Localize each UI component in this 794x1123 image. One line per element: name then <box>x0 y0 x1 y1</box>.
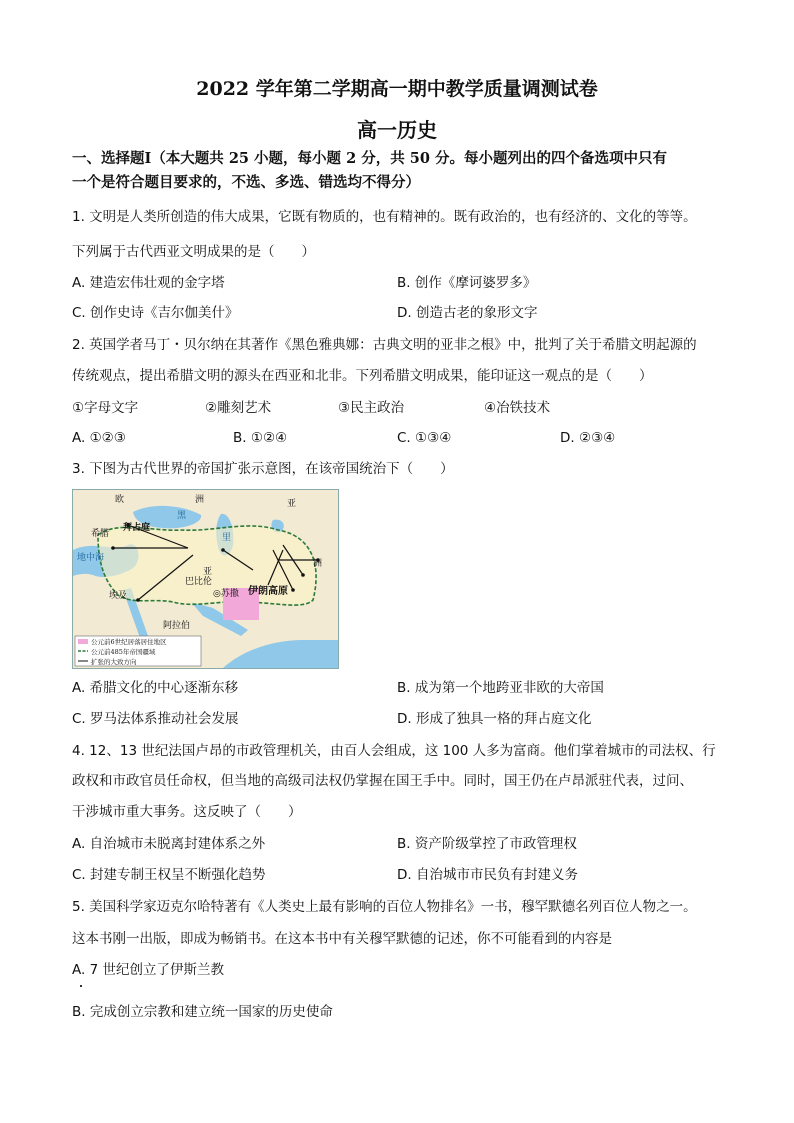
q1-option-d: D. 创造古老的象形文字 <box>397 305 538 321</box>
q4-option-c: C. 封建专制王权呈不断强化趋势 <box>72 867 266 883</box>
section-heading-line1: 一、选择题Ⅰ（本大题共 25 小题，每小题 2 分，共 50 分。每小题列出的四个备选项中只有 <box>72 150 668 167</box>
q2-stem-line2: 传统观点，提出希腊文明的源头在西亚和北非。下列希腊文明成果，能印证这一观点的是（ ） <box>72 368 653 384</box>
subject-title: 高一历史 <box>357 118 437 142</box>
q1-option-a: A. 建造宏伟壮观的金字塔 <box>72 275 225 291</box>
q4-stem-line3: 干涉城市重大事务。这反映了（ ） <box>72 804 302 820</box>
q2-stem-line1: 2. 英国学者马丁・贝尔纳在其著作《黑色雅典娜：古典文明的亚非之根》中，批判了关于希腊文明起源的 <box>72 337 697 353</box>
map-label-black-sea: 黑 <box>177 511 187 521</box>
q5-option-a: A. 7 世纪创立了伊斯兰教 <box>72 962 224 978</box>
map-label-sea: 地中海 <box>77 553 105 563</box>
q3-option-a: A. 希腊文化的中心逐渐东移 <box>72 680 239 696</box>
q4-option-a: A. 自治城市未脱离封建体系之外 <box>72 836 266 852</box>
q4-option-b: B. 资产阶级掌控了市政管理权 <box>397 836 577 852</box>
q3-option-d: D. 形成了独具一格的拜占庭文化 <box>397 711 592 727</box>
exam-title: 2022 学年第二学期高一期中教学质量调测试卷 <box>196 78 598 100</box>
map-label-byzantium: 拜占庭 <box>123 523 151 533</box>
map-label-arabia: 阿拉伯 <box>163 621 191 631</box>
q2-item-1: ①字母文字 <box>72 400 139 416</box>
stray-mark <box>80 985 82 987</box>
q2-item-2: ②雕刻艺术 <box>205 400 272 416</box>
map-legend-2: 公元前485年帝国疆域 <box>91 648 156 656</box>
q3-option-c: C. 罗马法体系推动社会发展 <box>72 711 239 727</box>
map-label-europe2: 洲 <box>195 495 205 505</box>
q1-stem-line2: 下列属于古代西亚文明成果的是（ ） <box>72 244 315 260</box>
q4-stem-line2: 政权和市政官员任命权，但当地的高级司法权仍掌握在国王手中。同时，国王仍在卢昂派驻代表，过问、 <box>72 773 693 789</box>
q2-option-d: D. ②③④ <box>560 430 616 446</box>
map-label-egypt: 埃及 <box>109 591 128 601</box>
map-label-greece: 希腊 <box>91 529 110 539</box>
q3-option-b: B. 成为第一个地跨亚非欧的大帝国 <box>397 680 604 696</box>
map-label-assyria: 亚 <box>203 567 213 577</box>
map-label-susa: ◎苏撒 <box>213 589 239 599</box>
q2-option-c: C. ①③④ <box>397 430 452 446</box>
q4-option-d: D. 自治城市市民负有封建义务 <box>397 867 578 883</box>
q1-option-b: B. 创作《摩诃婆罗多》 <box>397 275 537 291</box>
section-heading-line2: 一个是符合题目要求的，不选、多选、错选均不得分） <box>72 174 420 191</box>
map-label-iran: 伊朗高原 <box>248 586 288 597</box>
map-label-babylon: 巴比伦 <box>185 577 213 587</box>
q2-item-4: ④冶铁技术 <box>484 400 551 416</box>
q5-option-b: B. 完成创立宗教和建立统一国家的历史使命 <box>72 1004 333 1020</box>
empire-expansion-map <box>72 489 339 669</box>
q1-stem-line1: 1. 文明是人类所创造的伟大成果，它既有物质的，也有精神的。既有政治的，也有经济的、文化的等等。 <box>72 209 697 225</box>
map-label-caspian: 里 <box>222 533 232 543</box>
q2-item-3: ③民主政治 <box>338 400 405 416</box>
map-legend-3: 扩张的大致方向 <box>91 658 137 666</box>
map-label-asia: 亚 <box>287 499 297 509</box>
q5-stem-line2: 这本书刚一出版，即成为畅销书。在这本书中有关穆罕默德的记述，你不可能看到的内容是 <box>72 931 612 947</box>
q1-option-c: C. 创作史诗《吉尔伽美什》 <box>72 305 239 321</box>
q3-stem: 3. 下图为古代世界的帝国扩张示意图，在该帝国统治下（ ） <box>72 461 454 477</box>
map-label-europe1: 欧 <box>115 495 125 505</box>
q5-stem-line1: 5. 美国科学家迈克尔哈特著有《人类史上最有影响的百位人物排名》一书，穆罕默德名列百位人物之一。 <box>72 899 697 915</box>
q2-option-a: A. ①②③ <box>72 430 126 446</box>
map-label-asia2: 洲 <box>313 559 323 569</box>
map-legend-1: 公元前6世纪居落居住地区 <box>91 638 167 646</box>
q2-option-b: B. ①②④ <box>233 430 288 446</box>
q4-stem-line1: 4. 12、13 世纪法国卢昂的市政管理机关，由百人会组成，这 100 人多为富商。他们掌着城市的司法权、行 <box>72 743 716 759</box>
